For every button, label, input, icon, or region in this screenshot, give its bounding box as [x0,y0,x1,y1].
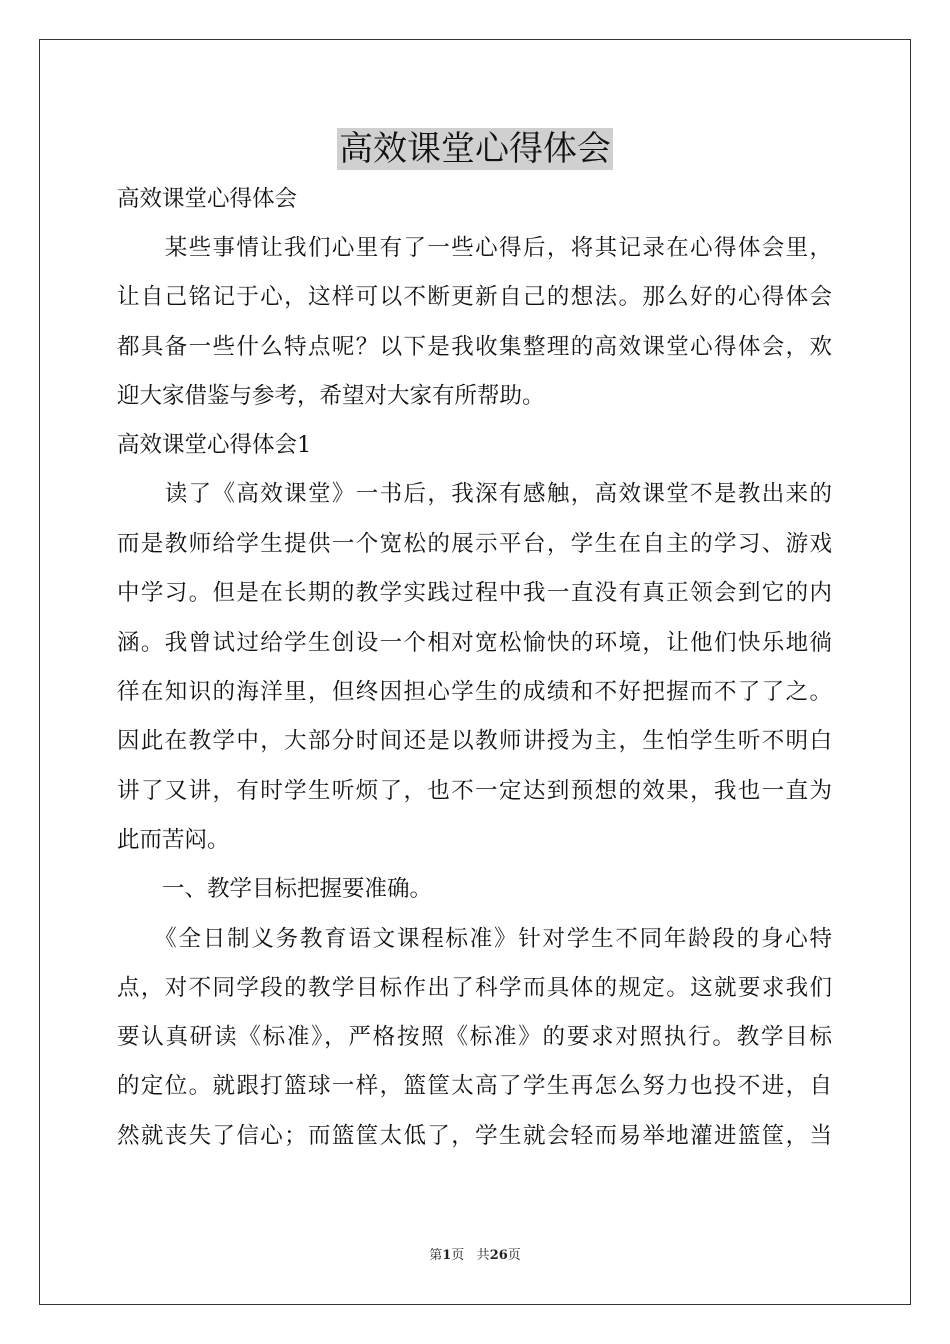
paragraph-line: 然就丧失了信心；而篮筐太低了，学生就会轻而易举地灌进篮筐，当 [117,1123,832,1149]
document-title [0,128,950,172]
paragraph-line: 而是教师给学生提供一个宽松的展示平台，学生在自主的学习、游戏 [117,531,832,557]
page-number: 1 [442,1248,452,1263]
paragraph-line: 因此在教学中，大部分时间还是以教师讲授为主，生怕学生听不明白 [117,728,832,754]
paragraph-line: 要认真研读《标准》，严格按照《标准》的要求对照执行。教学目标 [117,1024,832,1050]
paragraph-line: 都具备一些什么特点呢？以下是我收集整理的高效课堂心得体会，欢 [117,334,832,360]
paragraph-line: 中学习。但是在长期的教学实践过程中我一直没有真正领会到它的内 [117,580,832,606]
document-title-text: 高效课堂心得体会 [339,129,611,169]
paragraph-line: 点，对不同学段的教学目标作出了科学而具体的规定。这就要求我们 [117,975,832,1001]
page-prefix: 第 [429,1248,443,1263]
paragraph-line: 的定位。就跟打篮球一样，篮筐太高了学生再怎么努力也投不进，自 [117,1073,832,1099]
paragraph-line: 迎大家借鉴与参考，希望对大家有所帮助。 [117,383,545,409]
numbered-heading: 一、教学目标把握要准确。 [117,876,433,902]
page-footer [0,1247,950,1265]
paragraph-line: 《全日制义务教育语文课程标准》针对学生不同年龄段的身心特 [117,926,832,952]
page-border [39,39,911,1305]
paragraph-line: 某些事情让我们心里有了一些心得后，将其记录在心得体会里， [117,235,832,261]
section-heading: 高效课堂心得体会1 [117,432,312,458]
total-pages: 26 [489,1248,508,1263]
paragraph-line: 让自己铭记于心，这样可以不断更新自己的想法。那么好的心得体会 [117,284,832,310]
paragraph-line: 此而苦闷。 [117,827,230,853]
total-suffix: 页 [507,1248,521,1263]
paragraph-line: 讲了又讲，有时学生听烦了，也不一定达到预想的效果，我也一直为 [117,778,832,804]
paragraph-line: 读了《高效课堂》一书后，我深有感触，高效课堂不是教出来的 [117,481,832,507]
paragraph-line: 徉在知识的海洋里，但终因担心学生的成绩和不好把握而不了了之。 [117,679,832,705]
page-suffix: 页 [451,1248,465,1263]
total-prefix: 共 [476,1248,490,1263]
paragraph-line: 涵。我曾试过给学生创设一个相对宽松愉快的环境，让他们快乐地徜 [117,630,832,656]
section-heading: 高效课堂心得体会 [117,186,298,212]
